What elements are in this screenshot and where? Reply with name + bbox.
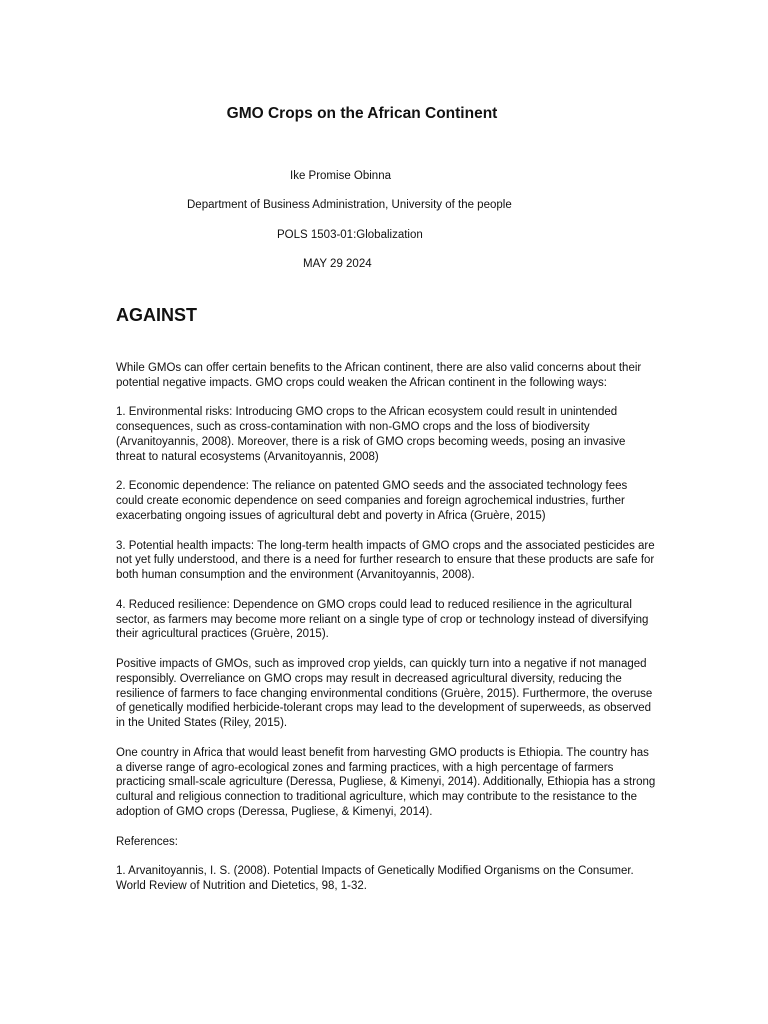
paragraph-health-impacts: 3. Potential health impacts: The long-term health impacts of GMO crops and the associated pesticides are not yet fully understood, and there is a need for further research to ensure that these products are safe for both human consumption and the environment (Arvanitoyannis, 2008). <box>116 539 655 582</box>
paragraph-ethiopia: One country in Africa that would least benefit from harvesting GMO products is Ethiopia. The country has a diverse range of agro-ecological zones and farming practices, with a high percentage of farmers practicing small-scale agriculture (Deressa, Pugliese, & Kimenyi, 2014). Additionally, Ethiopia has a strong cultural and religious connection to traditional agriculture, which may contribute to the resistance to the adoption of GMO crops (Deressa, Pugliese, & Kimenyi, 2014). <box>116 746 656 818</box>
references-label: References: <box>116 835 179 848</box>
document-title: GMO Crops on the African Continent <box>226 105 498 122</box>
reference-item: 1. Arvanitoyannis, I. S. (2008). Potential Impacts of Genetically Modified Organisms on the Consumer. World Review of Nutrition and Dietetics, 98, 1-32. <box>116 865 634 892</box>
department-line: Department of Business Administration, University of the people <box>187 199 512 211</box>
course-line: POLS 1503-01:Globalization <box>277 229 423 241</box>
body-text <box>116 361 656 908</box>
intro-paragraph: While GMOs can offer certain benefits to the African continent, there are also valid concerns about their potential negative impacts. GMO crops could weaken the African continent in the following ways: <box>116 362 642 389</box>
section-heading: AGAINST <box>116 305 197 325</box>
paragraph-reduced-resilience: 4. Reduced resilience: Dependence on GMO crops could lead to reduced resilience in the agricultural sector, as farmers may become more reliant on a single type of crop or technology instead of diversifying their agricultural practices (Gruère, 2015). <box>116 598 649 641</box>
paragraph-environmental-risks: 1. Environmental risks: Introducing GMO crops to the African ecosystem could result in unintended consequences, such as cross-contamination with non-GMO crops and the loss of biodiversity (Arvanitoyannis, 2008). Moreover, there is a risk of GMO crops becoming weeds, posing an invasive threat to natural ecosystems (Arvanitoyannis, 2008) <box>116 406 626 463</box>
author-name: Ike Promise Obinna <box>290 170 391 182</box>
date-line: MAY 29 2024 <box>303 258 372 270</box>
paragraph-positive-impacts: Positive impacts of GMOs, such as improved crop yields, can quickly turn into a negative if not managed responsibly. Overreliance on GMO crops may result in decreased agricultural diversity, reducing the resilience of farmers to face changing environmental conditions (Gruère, 2015). Furthermore, the overuse of genetically modified herbicide-tolerant crops may lead to the development of superweeds, as observed in the United States (Riley, 2015). <box>116 657 653 730</box>
paragraph-economic-dependence: 2. Economic dependence: The reliance on patented GMO seeds and the associated technology fees could create economic dependence on seed companies and foreign agrochemical industries, further exacerbating ongoing issues of agricultural debt and poverty in Africa (Gruère, 2015) <box>116 480 628 522</box>
